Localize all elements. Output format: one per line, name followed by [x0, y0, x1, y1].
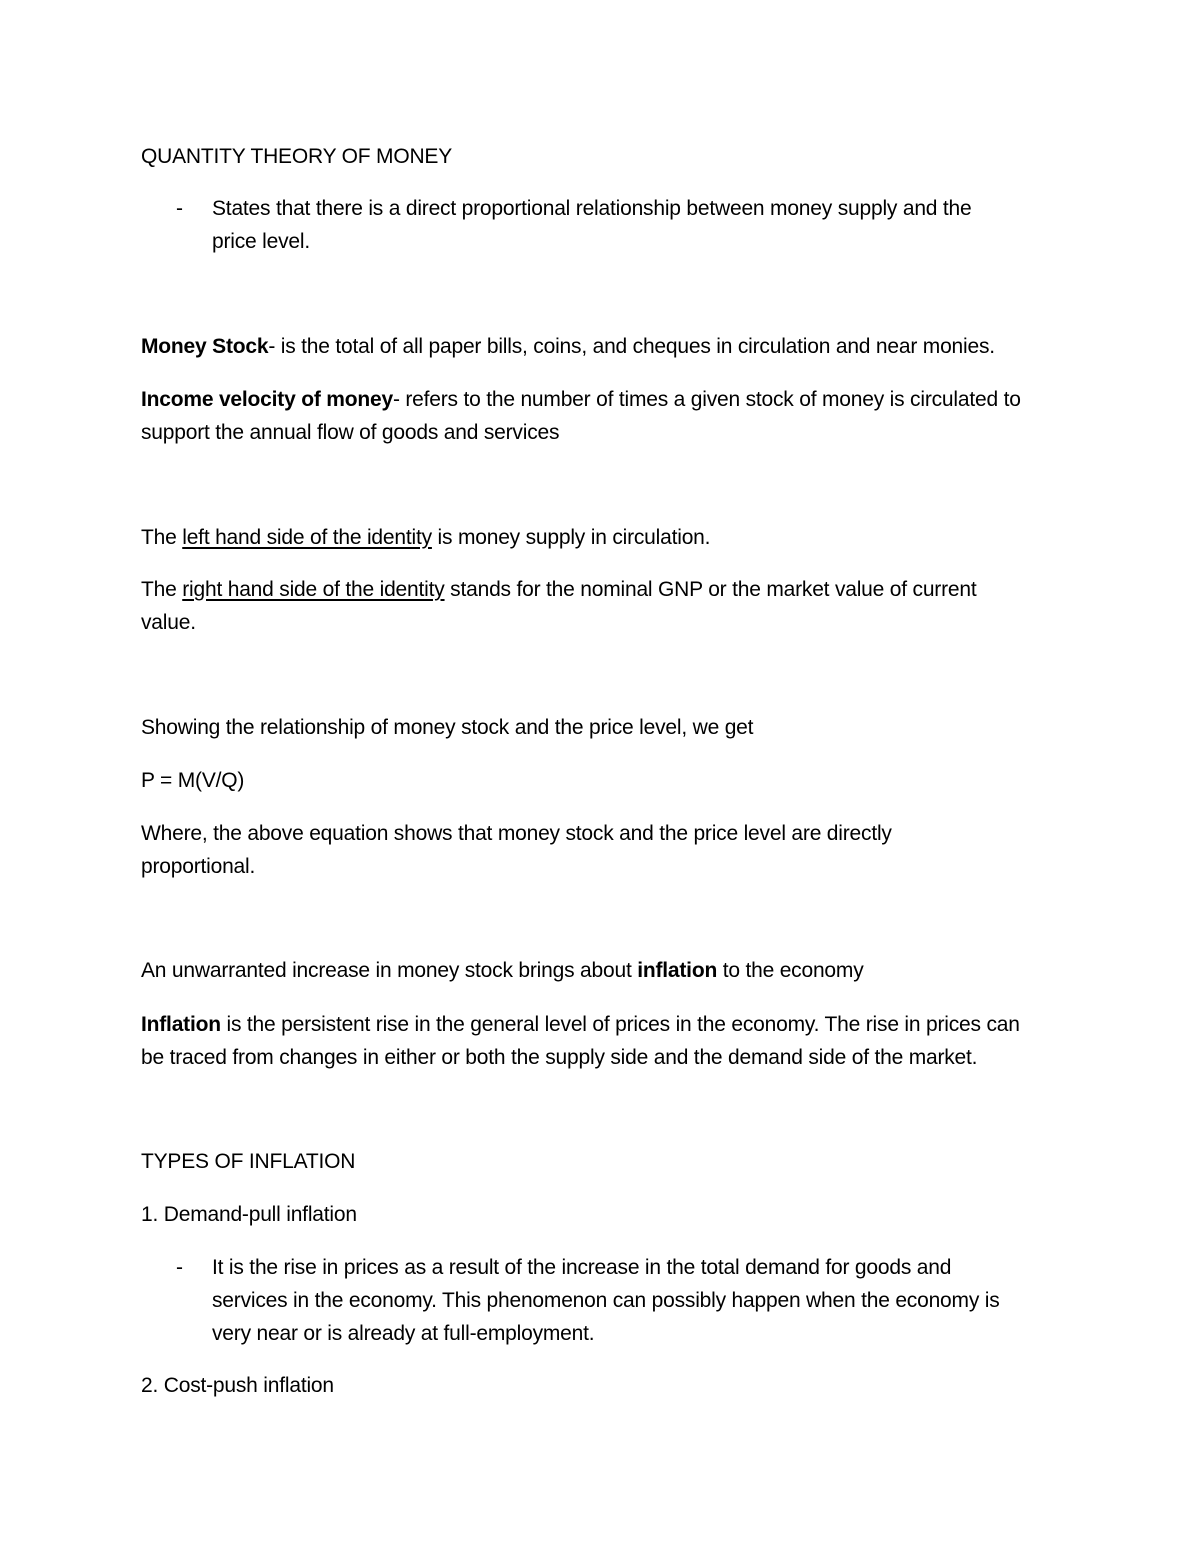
unwarranted-bold: inflation [637, 959, 718, 982]
equation: P = M(V/Q) [141, 769, 245, 792]
left-side-suffix: is money supply in circulation. [431, 526, 711, 549]
demand-pull-line-3: very near or is already at full-employment. [212, 1322, 595, 1345]
where-line-1: Where, the above equation shows that money stock and the price level are directly [141, 822, 892, 845]
where-line-2: proportional. [141, 855, 256, 878]
income-velocity-line-2: support the annual flow of goods and services [141, 421, 560, 444]
right-side-prefix: The [141, 578, 183, 601]
types-heading: TYPES OF INFLATION [141, 1150, 356, 1173]
demand-pull-line-1: It is the rise in prices as a result of the increase in the total demand for goods and [212, 1256, 952, 1279]
left-side-paragraph [141, 521, 710, 554]
inflation-definition [141, 1008, 1020, 1041]
bullet-dash: - [176, 1256, 183, 1279]
bullet-dash: - [176, 197, 183, 220]
inflation-text: is the persistent rise in the general level of prices in the economy. The rise in prices can [220, 1013, 1020, 1036]
income-velocity-text: - refers to the number of times a given stock of money is circulated to [392, 388, 1021, 411]
unwarranted-suffix: to the economy [717, 959, 864, 982]
page-title: QUANTITY THEORY OF MONEY [141, 145, 453, 168]
definition-line-2: price level. [212, 230, 310, 253]
demand-pull-line-2: services in the economy. This phenomenon can possibly happen when the economy is [212, 1289, 1000, 1312]
income-velocity-paragraph [141, 383, 1021, 416]
left-side-prefix: The [141, 526, 183, 549]
unwarranted-prefix: An unwarranted increase in money stock brings about [141, 959, 638, 982]
inflation-line-2: be traced from changes in either or both the supply side and the demand side of the market. [141, 1046, 978, 1069]
inflation-term: Inflation [141, 1013, 221, 1036]
right-side-underlined: right hand side of the identity [182, 578, 445, 601]
right-side-suffix: stands for the nominal GNP or the market value of current [444, 578, 977, 601]
cost-push-heading: 2. Cost-push inflation [141, 1374, 334, 1397]
income-velocity-term: Income velocity of money [141, 388, 393, 411]
demand-pull-heading: 1. Demand-pull inflation [141, 1203, 357, 1226]
relationship-intro: Showing the relationship of money stock and the price level, we get [141, 716, 754, 739]
definition-line-1: States that there is a direct proportional relationship between money supply and the [212, 197, 972, 220]
left-side-underlined: left hand side of the identity [182, 526, 432, 549]
right-side-line-2: value. [141, 611, 196, 634]
right-side-paragraph [141, 573, 977, 606]
money-stock-term: Money Stock [141, 335, 269, 358]
money-stock-paragraph [141, 330, 995, 363]
money-stock-text: - is the total of all paper bills, coins, and cheques in circulation and near monies. [268, 335, 995, 358]
unwarranted-paragraph [141, 954, 864, 987]
